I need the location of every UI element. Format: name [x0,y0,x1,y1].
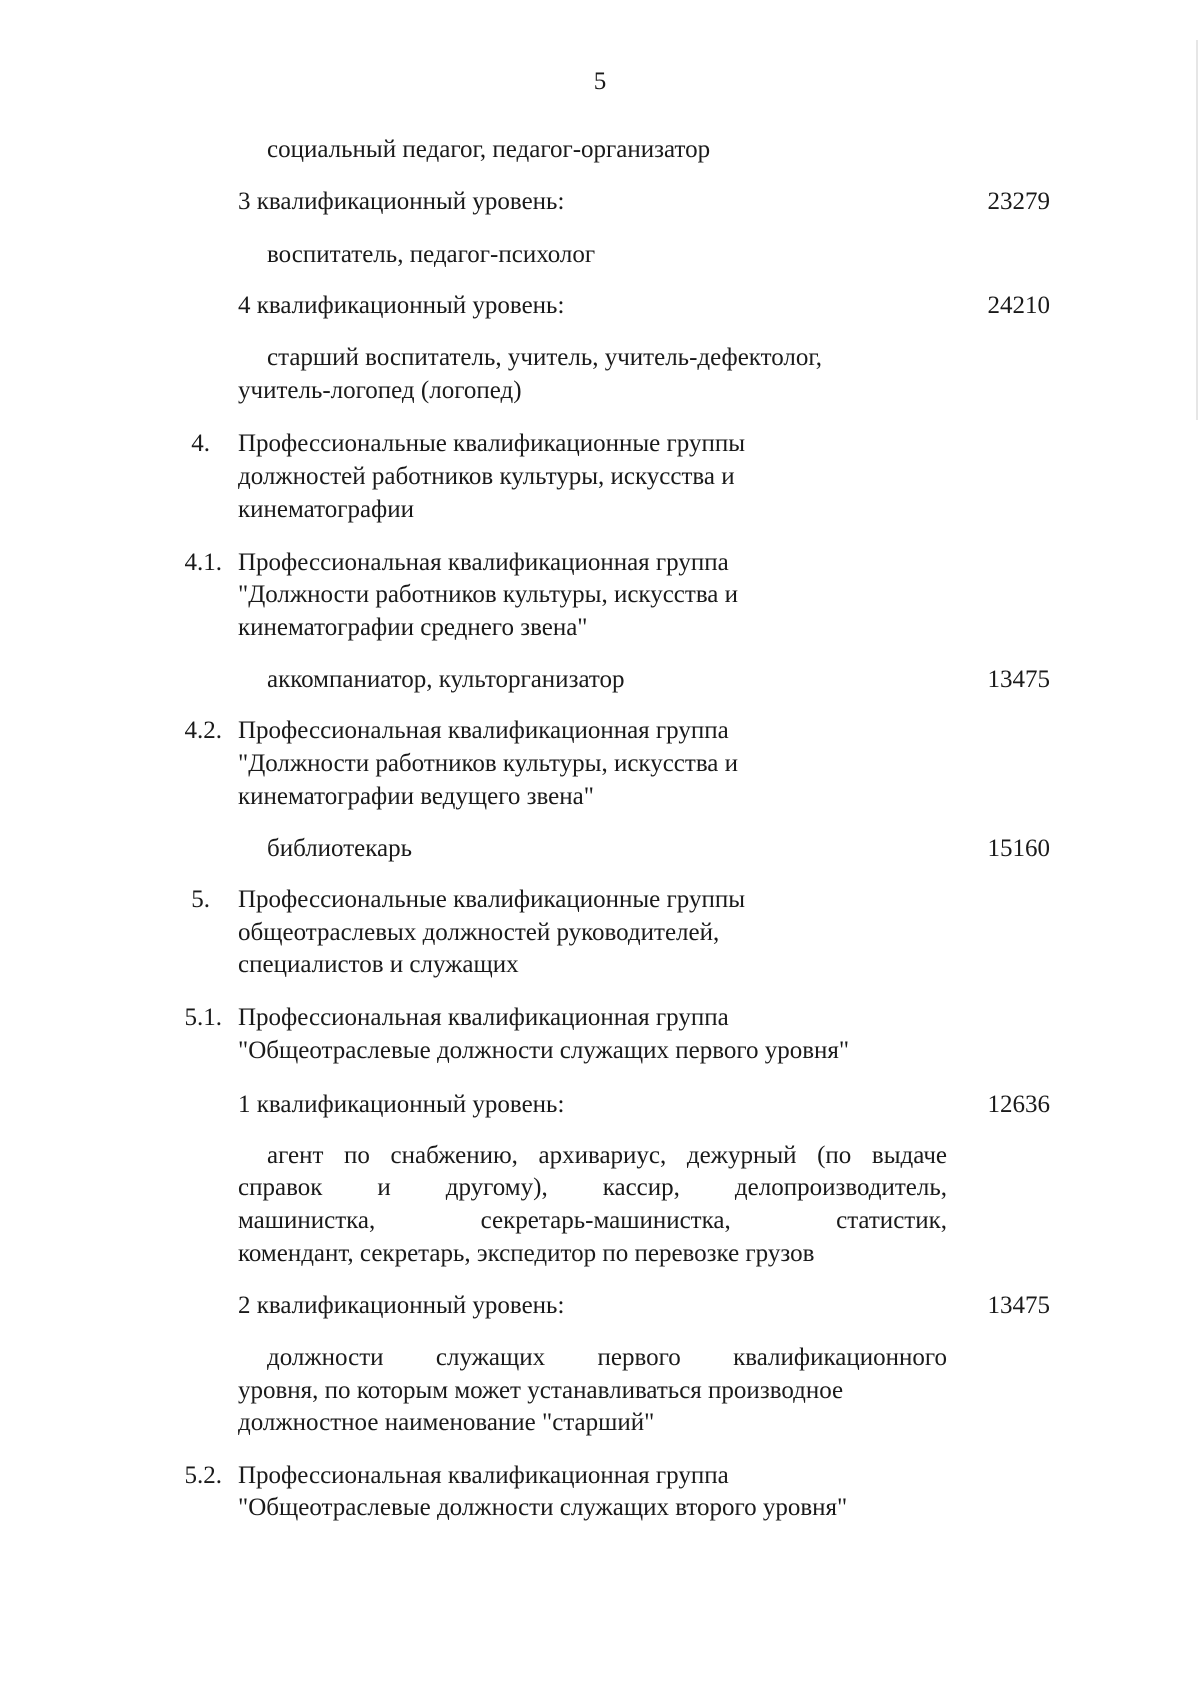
section-number: 4. [191,430,210,457]
group-heading: Профессиональная квалификационная группа [238,549,729,576]
position-list: старший воспитатель, учитель, учитель-дефектолог, [267,344,823,371]
group-heading: "Общеотраслевые должности служащих второго уровня" [238,1494,848,1521]
page-number: 5 [593,68,607,95]
salary-value: 12636 [987,1091,1050,1118]
section-number: 5.1. [184,1004,222,1031]
section-heading: специалистов и служащих [238,951,519,978]
group-heading: "Общеотраслевые должности служащих первого уровня" [238,1037,850,1064]
position-list: аккомпаниатор, культорганизатор [267,666,625,693]
position-list: библиотекарь [267,835,413,862]
position-list: должности служащих первого квалификационного [267,1344,947,1371]
group-heading: Профессиональная квалификационная группа [238,1004,729,1031]
group-heading: "Должности работников культуры, искусства и [238,750,739,777]
group-heading: "Должности работников культуры, искусства и [238,581,739,608]
qualification-level-label: 3 квалификационный уровень: [238,188,565,215]
position-list: учитель-логопед (логопед) [238,377,522,404]
group-heading: кинематографии среднего звена" [238,614,588,641]
position-list: уровня, по которым может устанавливаться производное [238,1377,844,1404]
qualification-level-label: 1 квалификационный уровень: [238,1091,565,1118]
section-number: 5. [191,886,210,913]
salary-value: 23279 [987,188,1050,215]
position-list: машинистка, секретарь-машинистка, статистик, [238,1207,947,1234]
salary-value: 13475 [987,666,1050,693]
section-heading: должностей работников культуры, искусства и [238,463,735,490]
qualification-level-label: 2 квалификационный уровень: [238,1292,565,1319]
position-list: социальный педагог, педагог-организатор [267,136,711,163]
section-heading: Профессиональные квалификационные группы [238,430,746,457]
group-heading: Профессиональная квалификационная группа [238,1462,729,1489]
position-list: комендант, секретарь, экспедитор по перевозке грузов [238,1240,815,1267]
qualification-level-label: 4 квалификационный уровень: [238,292,565,319]
position-list: должностное наименование "старший" [238,1409,655,1436]
position-list: воспитатель, педагог-психолог [267,241,596,268]
section-number: 5.2. [184,1462,222,1489]
position-list: агент по снабжению, архивариус, дежурный (по выдаче [267,1142,947,1169]
group-heading: кинематографии ведущего звена" [238,783,594,810]
section-number: 4.1. [184,549,222,576]
section-heading: общеотраслевых должностей руководителей, [238,919,720,946]
section-number: 4.2. [184,717,222,744]
salary-value: 24210 [987,292,1050,319]
group-heading: Профессиональная квалификационная группа [238,717,729,744]
section-heading: кинематографии [238,496,415,523]
salary-value: 13475 [987,1292,1050,1319]
position-list: справок и другому), кассир, делопроизводитель, [238,1174,947,1201]
scan-edge-shadow [1196,40,1198,420]
section-heading: Профессиональные квалификационные группы [238,886,746,913]
salary-value: 15160 [987,835,1050,862]
